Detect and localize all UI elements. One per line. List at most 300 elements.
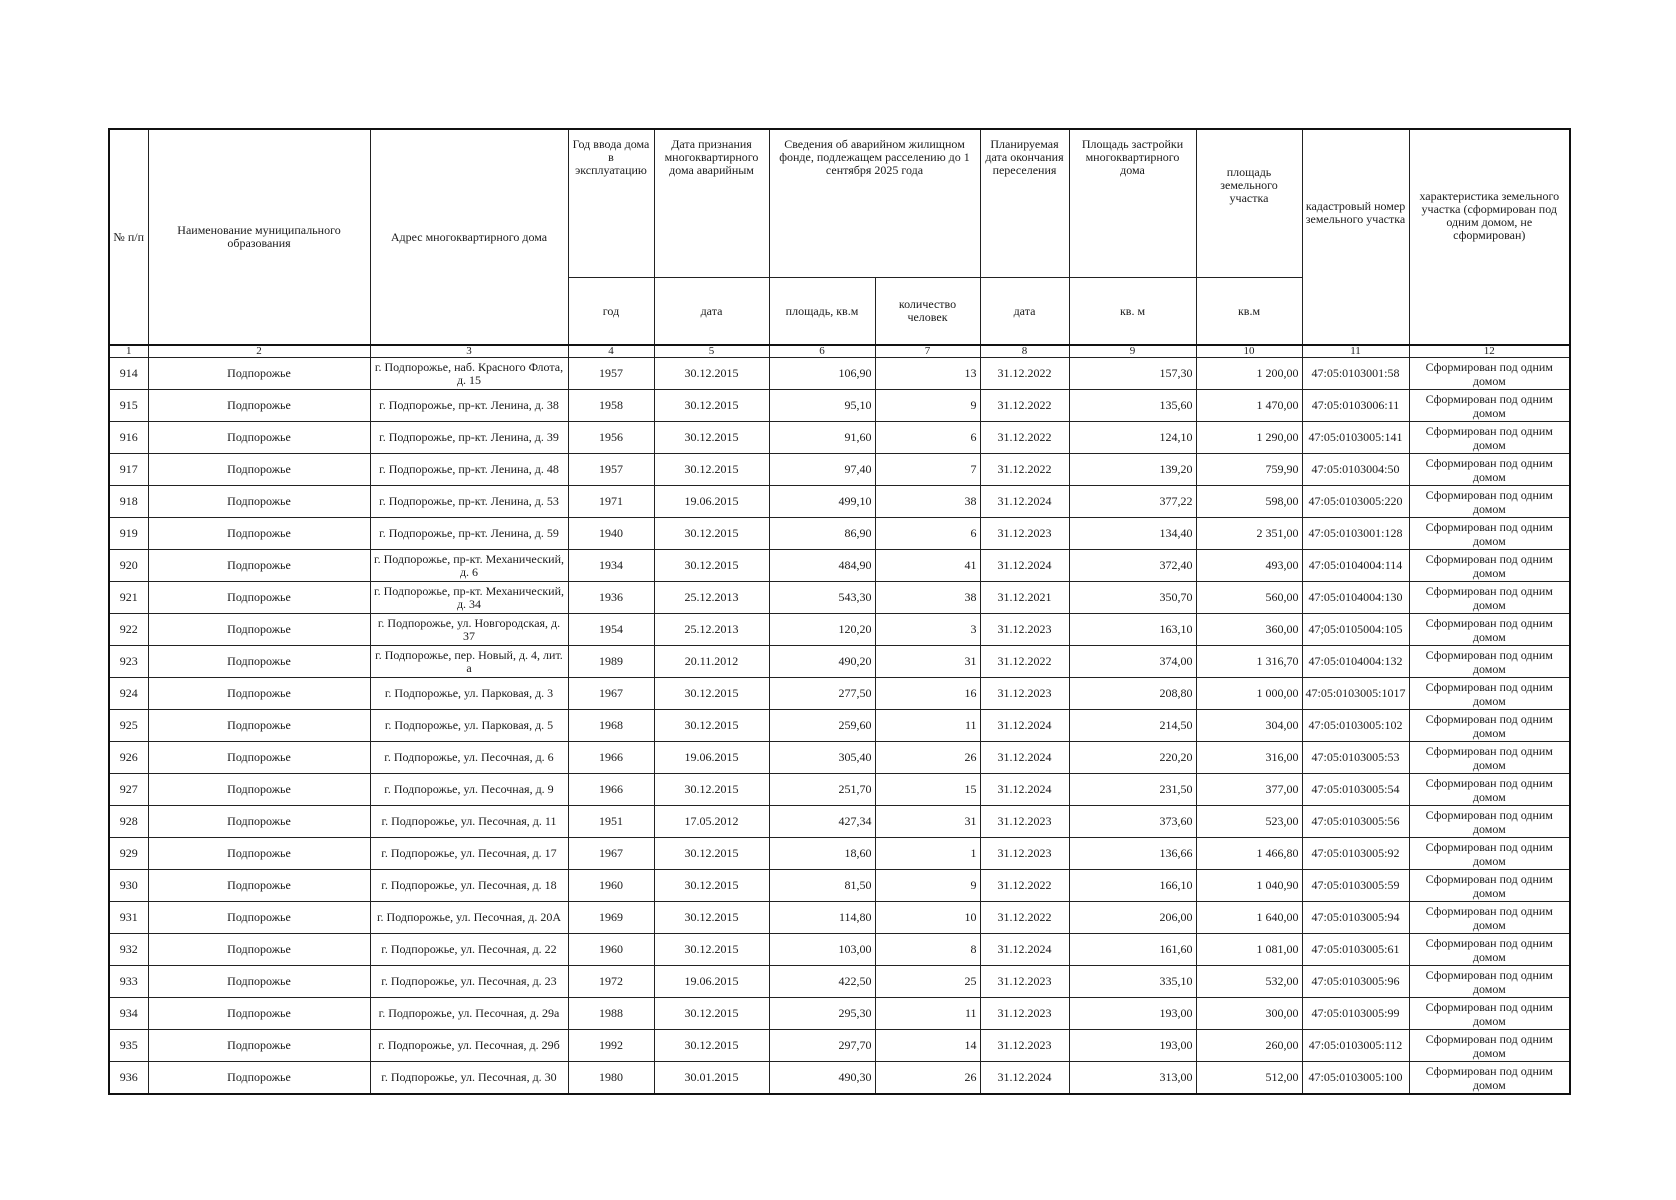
cell-land-characteristic: Сформирован под одним домом <box>1409 390 1570 422</box>
cell-number: 933 <box>109 966 148 998</box>
cell-address: г. Подпорожье, ул. Песочная, д. 6 <box>370 742 568 774</box>
table-row <box>109 710 1570 742</box>
cell-address: г. Подпорожье, ул. Песочная, д. 30 <box>370 1062 568 1095</box>
cell-municipality: Подпорожье <box>148 614 370 646</box>
cell-planned-date: 31.12.2024 <box>980 486 1069 518</box>
cell-municipality: Подпорожье <box>148 550 370 582</box>
cell-building-area: 208,80 <box>1069 678 1196 710</box>
cell-number: 928 <box>109 806 148 838</box>
cell-address: г. Подпорожье, ул. Песочная, д. 22 <box>370 934 568 966</box>
cell-municipality: Подпорожье <box>148 742 370 774</box>
cell-year: 1934 <box>568 550 654 582</box>
table-row <box>109 646 1570 678</box>
subheader-area: площадь, кв.м <box>769 278 875 346</box>
cell-cadastral: 47:05:0103005:1017 <box>1302 678 1409 710</box>
cell-number: 924 <box>109 678 148 710</box>
cell-address: г. Подпорожье, ул. Парковая, д. 3 <box>370 678 568 710</box>
cell-address: г. Подпорожье, ул. Парковая, д. 5 <box>370 710 568 742</box>
cell-recognition-date: 20.11.2012 <box>654 646 769 678</box>
cell-recognition-date: 30.12.2015 <box>654 710 769 742</box>
cell-municipality: Подпорожье <box>148 582 370 614</box>
cell-planned-date: 31.12.2021 <box>980 582 1069 614</box>
table-row <box>109 614 1570 646</box>
cell-number: 936 <box>109 1062 148 1095</box>
cell-year: 1956 <box>568 422 654 454</box>
cell-year: 1954 <box>568 614 654 646</box>
emergency-housing-table <box>108 128 1571 1095</box>
cell-address: г. Подпорожье, ул. Песочная, д. 9 <box>370 774 568 806</box>
cell-land-characteristic: Сформирован под одним домом <box>1409 678 1570 710</box>
cell-people: 6 <box>875 518 980 550</box>
cell-year: 1957 <box>568 454 654 486</box>
cell-land-area: 316,00 <box>1196 742 1302 774</box>
cell-address: г. Подпорожье, ул. Песочная, д. 23 <box>370 966 568 998</box>
cell-planned-date: 31.12.2023 <box>980 998 1069 1030</box>
cell-year: 1980 <box>568 1062 654 1095</box>
cell-land-area: 1 640,00 <box>1196 902 1302 934</box>
cell-municipality: Подпорожье <box>148 486 370 518</box>
cell-address: г. Подпорожье, ул. Песочная, д. 20А <box>370 902 568 934</box>
cell-cadastral: 47:05:0103005:112 <box>1302 1030 1409 1062</box>
header-number: № п/п <box>109 129 148 345</box>
cell-number: 934 <box>109 998 148 1030</box>
cell-planned-date: 31.12.2023 <box>980 838 1069 870</box>
cell-area: 259,60 <box>769 710 875 742</box>
cell-land-area: 1 290,00 <box>1196 422 1302 454</box>
cell-address: г. Подпорожье, ул. Песочная, д. 29а <box>370 998 568 1030</box>
table-body <box>109 358 1570 1095</box>
table-row <box>109 742 1570 774</box>
cell-land-characteristic: Сформирован под одним домом <box>1409 966 1570 998</box>
table-row <box>109 582 1570 614</box>
cell-number: 929 <box>109 838 148 870</box>
cell-year: 1958 <box>568 390 654 422</box>
cell-planned-date: 31.12.2024 <box>980 774 1069 806</box>
cell-address: г. Подпорожье, пр-кт. Ленина, д. 53 <box>370 486 568 518</box>
cell-year: 1968 <box>568 710 654 742</box>
cell-building-area: 206,00 <box>1069 902 1196 934</box>
column-number: 11 <box>1302 345 1409 358</box>
cell-land-area: 523,00 <box>1196 806 1302 838</box>
cell-area: 484,90 <box>769 550 875 582</box>
cell-year: 1966 <box>568 774 654 806</box>
cell-cadastral: 47:05:0103004:50 <box>1302 454 1409 486</box>
cell-land-characteristic: Сформирован под одним домом <box>1409 518 1570 550</box>
cell-people: 9 <box>875 390 980 422</box>
cell-cadastral: 47:05:0103001:58 <box>1302 358 1409 390</box>
header-emergency-fund: Сведения об аварийном жилищном фонде, подлежащем расселению до 1 сентября 2025 года <box>769 129 980 278</box>
cell-year: 1957 <box>568 358 654 390</box>
cell-area: 114,80 <box>769 902 875 934</box>
cell-area: 95,10 <box>769 390 875 422</box>
cell-people: 6 <box>875 422 980 454</box>
cell-municipality: Подпорожье <box>148 838 370 870</box>
header-cadastral: кадастровый номер земельного участка <box>1302 129 1409 345</box>
cell-land-area: 512,00 <box>1196 1062 1302 1095</box>
header-recognition-date: Дата признания многоквартирного дома аварийным <box>654 129 769 278</box>
cell-land-characteristic: Сформирован под одним домом <box>1409 838 1570 870</box>
table-row <box>109 422 1570 454</box>
cell-land-characteristic: Сформирован под одним домом <box>1409 422 1570 454</box>
cell-area: 277,50 <box>769 678 875 710</box>
cell-planned-date: 31.12.2022 <box>980 390 1069 422</box>
cell-land-area: 1 466,80 <box>1196 838 1302 870</box>
table-row <box>109 390 1570 422</box>
header-row <box>109 129 1570 278</box>
cell-planned-date: 31.12.2022 <box>980 646 1069 678</box>
cell-cadastral: 47;05:0105004:105 <box>1302 614 1409 646</box>
cell-planned-date: 31.12.2023 <box>980 518 1069 550</box>
cell-building-area: 139,20 <box>1069 454 1196 486</box>
cell-area: 490,30 <box>769 1062 875 1095</box>
cell-address: г. Подпорожье, пр-кт. Механический, д. 34 <box>370 582 568 614</box>
cell-land-characteristic: Сформирован под одним домом <box>1409 902 1570 934</box>
column-number: 1 <box>109 345 148 358</box>
cell-recognition-date: 30.12.2015 <box>654 422 769 454</box>
cell-cadastral: 47:05:0104004:114 <box>1302 550 1409 582</box>
cell-municipality: Подпорожье <box>148 678 370 710</box>
cell-people: 38 <box>875 486 980 518</box>
table-row <box>109 1062 1570 1095</box>
cell-building-area: 220,20 <box>1069 742 1196 774</box>
cell-recognition-date: 25.12.2013 <box>654 614 769 646</box>
cell-municipality: Подпорожье <box>148 902 370 934</box>
cell-cadastral: 47:05:0103005:53 <box>1302 742 1409 774</box>
column-number: 4 <box>568 345 654 358</box>
cell-municipality: Подпорожье <box>148 806 370 838</box>
cell-area: 305,40 <box>769 742 875 774</box>
subheader-people: количество человек <box>875 278 980 346</box>
cell-address: г. Подпорожье, пр-кт. Ленина, д. 39 <box>370 422 568 454</box>
cell-area: 295,30 <box>769 998 875 1030</box>
cell-planned-date: 31.12.2024 <box>980 710 1069 742</box>
cell-number: 923 <box>109 646 148 678</box>
subheader-date: дата <box>654 278 769 346</box>
cell-building-area: 335,10 <box>1069 966 1196 998</box>
cell-year: 1988 <box>568 998 654 1030</box>
cell-area: 422,50 <box>769 966 875 998</box>
cell-people: 31 <box>875 806 980 838</box>
header-building-area: Площадь застройки многоквартирного дома <box>1069 129 1196 278</box>
cell-land-area: 300,00 <box>1196 998 1302 1030</box>
header-municipality: Наименование муниципального образования <box>148 129 370 345</box>
cell-area: 18,60 <box>769 838 875 870</box>
cell-number: 920 <box>109 550 148 582</box>
cell-building-area: 231,50 <box>1069 774 1196 806</box>
cell-address: г. Подпорожье, ул. Песочная, д. 17 <box>370 838 568 870</box>
column-number: 12 <box>1409 345 1570 358</box>
cell-recognition-date: 30.12.2015 <box>654 838 769 870</box>
cell-municipality: Подпорожье <box>148 966 370 998</box>
cell-area: 106,90 <box>769 358 875 390</box>
cell-recognition-date: 30.12.2015 <box>654 934 769 966</box>
cell-cadastral: 47:05:0103005:99 <box>1302 998 1409 1030</box>
cell-building-area: 377,22 <box>1069 486 1196 518</box>
subheader-year: год <box>568 278 654 346</box>
cell-people: 16 <box>875 678 980 710</box>
cell-building-area: 136,66 <box>1069 838 1196 870</box>
cell-recognition-date: 17.05.2012 <box>654 806 769 838</box>
cell-building-area: 134,40 <box>1069 518 1196 550</box>
cell-area: 499,10 <box>769 486 875 518</box>
cell-number: 922 <box>109 614 148 646</box>
header-address: Адрес многоквартирного дома <box>370 129 568 345</box>
cell-building-area: 350,70 <box>1069 582 1196 614</box>
cell-cadastral: 47:05:0103005:100 <box>1302 1062 1409 1095</box>
cell-number: 914 <box>109 358 148 390</box>
cell-building-area: 373,60 <box>1069 806 1196 838</box>
table-row <box>109 806 1570 838</box>
cell-recognition-date: 30.12.2015 <box>654 678 769 710</box>
table-row <box>109 838 1570 870</box>
cell-recognition-date: 30.12.2015 <box>654 454 769 486</box>
cell-recognition-date: 30.12.2015 <box>654 390 769 422</box>
cell-address: г. Подпорожье, пр-кт. Ленина, д. 38 <box>370 390 568 422</box>
cell-municipality: Подпорожье <box>148 358 370 390</box>
cell-planned-date: 31.12.2024 <box>980 742 1069 774</box>
cell-municipality: Подпорожье <box>148 454 370 486</box>
cell-area: 86,90 <box>769 518 875 550</box>
cell-recognition-date: 25.12.2013 <box>654 582 769 614</box>
header-planned-date: Планируемая дата окончания переселения <box>980 129 1069 278</box>
cell-address: г. Подпорожье, ул. Песочная, д. 11 <box>370 806 568 838</box>
cell-number: 921 <box>109 582 148 614</box>
table-row <box>109 518 1570 550</box>
cell-number: 927 <box>109 774 148 806</box>
cell-building-area: 163,10 <box>1069 614 1196 646</box>
cell-municipality: Подпорожье <box>148 934 370 966</box>
cell-people: 3 <box>875 614 980 646</box>
cell-address: г. Подпорожье, пер. Новый, д. 4, лит. а <box>370 646 568 678</box>
cell-year: 1951 <box>568 806 654 838</box>
cell-land-characteristic: Сформирован под одним домом <box>1409 550 1570 582</box>
cell-building-area: 161,60 <box>1069 934 1196 966</box>
cell-land-area: 560,00 <box>1196 582 1302 614</box>
cell-land-area: 1 316,70 <box>1196 646 1302 678</box>
table-row <box>109 1030 1570 1062</box>
cell-municipality: Подпорожье <box>148 1062 370 1095</box>
cell-land-characteristic: Сформирован под одним домом <box>1409 742 1570 774</box>
cell-year: 1940 <box>568 518 654 550</box>
cell-land-characteristic: Сформирован под одним домом <box>1409 1062 1570 1095</box>
cell-land-characteristic: Сформирован под одним домом <box>1409 614 1570 646</box>
cell-number: 925 <box>109 710 148 742</box>
cell-people: 31 <box>875 646 980 678</box>
table-row <box>109 550 1570 582</box>
cell-planned-date: 31.12.2023 <box>980 614 1069 646</box>
cell-year: 1966 <box>568 742 654 774</box>
cell-people: 15 <box>875 774 980 806</box>
header-land-characteristic: характеристика земельного участка (сформирован под одним домом, не сформирован) <box>1409 129 1570 345</box>
table-row <box>109 678 1570 710</box>
cell-land-area: 360,00 <box>1196 614 1302 646</box>
cell-planned-date: 31.12.2024 <box>980 1062 1069 1095</box>
cell-year: 1936 <box>568 582 654 614</box>
cell-cadastral: 47:05:0103006:11 <box>1302 390 1409 422</box>
cell-people: 1 <box>875 838 980 870</box>
cell-land-characteristic: Сформирован под одним домом <box>1409 358 1570 390</box>
cell-building-area: 157,30 <box>1069 358 1196 390</box>
cell-recognition-date: 30.01.2015 <box>654 1062 769 1095</box>
cell-address: г. Подпорожье, пр-кт. Ленина, д. 48 <box>370 454 568 486</box>
cell-municipality: Подпорожье <box>148 710 370 742</box>
cell-land-area: 1 000,00 <box>1196 678 1302 710</box>
cell-cadastral: 47:05:0103005:141 <box>1302 422 1409 454</box>
cell-cadastral: 47:05:0103005:54 <box>1302 774 1409 806</box>
cell-cadastral: 47:05:0103005:220 <box>1302 486 1409 518</box>
cell-land-characteristic: Сформирован под одним домом <box>1409 870 1570 902</box>
cell-recognition-date: 30.12.2015 <box>654 902 769 934</box>
cell-municipality: Подпорожье <box>148 390 370 422</box>
cell-address: г. Подпорожье, ул. Новгородская, д. 37 <box>370 614 568 646</box>
cell-area: 120,20 <box>769 614 875 646</box>
cell-people: 8 <box>875 934 980 966</box>
cell-year: 1967 <box>568 678 654 710</box>
table-row <box>109 966 1570 998</box>
cell-number: 935 <box>109 1030 148 1062</box>
subheader-planned-date: дата <box>980 278 1069 346</box>
table-row <box>109 902 1570 934</box>
cell-building-area: 193,00 <box>1069 998 1196 1030</box>
cell-people: 11 <box>875 710 980 742</box>
cell-people: 26 <box>875 1062 980 1095</box>
cell-number: 917 <box>109 454 148 486</box>
header-land-area: площадь земельного участка <box>1196 129 1302 278</box>
cell-land-characteristic: Сформирован под одним домом <box>1409 454 1570 486</box>
cell-cadastral: 47:05:0103005:92 <box>1302 838 1409 870</box>
cell-cadastral: 47:05:0103005:102 <box>1302 710 1409 742</box>
cell-planned-date: 31.12.2024 <box>980 550 1069 582</box>
cell-building-area: 193,00 <box>1069 1030 1196 1062</box>
cell-land-characteristic: Сформирован под одним домом <box>1409 710 1570 742</box>
cell-cadastral: 47:05:0103005:96 <box>1302 966 1409 998</box>
header-year: Год ввода дома в эксплуатацию <box>568 129 654 278</box>
cell-cadastral: 47:05:0104004:132 <box>1302 646 1409 678</box>
cell-municipality: Подпорожье <box>148 998 370 1030</box>
cell-land-characteristic: Сформирован под одним домом <box>1409 1030 1570 1062</box>
cell-area: 251,70 <box>769 774 875 806</box>
cell-land-area: 260,00 <box>1196 1030 1302 1062</box>
cell-land-area: 304,00 <box>1196 710 1302 742</box>
subheader-build-unit: кв. м <box>1069 278 1196 346</box>
cell-municipality: Подпорожье <box>148 1030 370 1062</box>
cell-land-area: 1 470,00 <box>1196 390 1302 422</box>
cell-planned-date: 31.12.2023 <box>980 806 1069 838</box>
cell-cadastral: 47:05:0103005:61 <box>1302 934 1409 966</box>
cell-land-area: 759,90 <box>1196 454 1302 486</box>
cell-recognition-date: 19.06.2015 <box>654 486 769 518</box>
cell-area: 97,40 <box>769 454 875 486</box>
cell-land-area: 598,00 <box>1196 486 1302 518</box>
cell-recognition-date: 30.12.2015 <box>654 550 769 582</box>
cell-planned-date: 31.12.2022 <box>980 454 1069 486</box>
cell-recognition-date: 30.12.2015 <box>654 358 769 390</box>
cell-land-area: 1 040,90 <box>1196 870 1302 902</box>
cell-area: 490,20 <box>769 646 875 678</box>
cell-planned-date: 31.12.2022 <box>980 358 1069 390</box>
cell-building-area: 166,10 <box>1069 870 1196 902</box>
column-number: 7 <box>875 345 980 358</box>
registry-sheet <box>108 128 1571 1095</box>
cell-people: 26 <box>875 742 980 774</box>
cell-year: 1960 <box>568 870 654 902</box>
cell-cadastral: 47:05:0103005:59 <box>1302 870 1409 902</box>
cell-planned-date: 31.12.2022 <box>980 422 1069 454</box>
cell-year: 1992 <box>568 1030 654 1062</box>
cell-area: 91,60 <box>769 422 875 454</box>
cell-land-characteristic: Сформирован под одним домом <box>1409 998 1570 1030</box>
cell-planned-date: 31.12.2022 <box>980 902 1069 934</box>
table-row <box>109 454 1570 486</box>
cell-land-area: 1 200,00 <box>1196 358 1302 390</box>
cell-building-area: 313,00 <box>1069 1062 1196 1095</box>
column-number: 9 <box>1069 345 1196 358</box>
cell-planned-date: 31.12.2024 <box>980 934 1069 966</box>
cell-people: 14 <box>875 1030 980 1062</box>
cell-municipality: Подпорожье <box>148 774 370 806</box>
cell-people: 13 <box>875 358 980 390</box>
column-number: 3 <box>370 345 568 358</box>
cell-cadastral: 47:05:0103005:94 <box>1302 902 1409 934</box>
cell-area: 427,34 <box>769 806 875 838</box>
cell-people: 11 <box>875 998 980 1030</box>
cell-recognition-date: 19.06.2015 <box>654 966 769 998</box>
column-number: 8 <box>980 345 1069 358</box>
cell-address: г. Подпорожье, пр-кт. Ленина, д. 59 <box>370 518 568 550</box>
cell-area: 81,50 <box>769 870 875 902</box>
column-number: 6 <box>769 345 875 358</box>
table-row <box>109 870 1570 902</box>
cell-address: г. Подпорожье, ул. Песочная, д. 18 <box>370 870 568 902</box>
cell-land-area: 377,00 <box>1196 774 1302 806</box>
table-row <box>109 358 1570 390</box>
cell-people: 38 <box>875 582 980 614</box>
cell-planned-date: 31.12.2022 <box>980 870 1069 902</box>
cell-people: 9 <box>875 870 980 902</box>
cell-year: 1971 <box>568 486 654 518</box>
cell-number: 932 <box>109 934 148 966</box>
cell-municipality: Подпорожье <box>148 422 370 454</box>
cell-land-characteristic: Сформирован под одним домом <box>1409 582 1570 614</box>
cell-recognition-date: 19.06.2015 <box>654 742 769 774</box>
cell-people: 25 <box>875 966 980 998</box>
cell-number: 916 <box>109 422 148 454</box>
cell-land-area: 493,00 <box>1196 550 1302 582</box>
cell-land-characteristic: Сформирован под одним домом <box>1409 486 1570 518</box>
cell-year: 1960 <box>568 934 654 966</box>
cell-land-area: 1 081,00 <box>1196 934 1302 966</box>
cell-people: 7 <box>875 454 980 486</box>
cell-planned-date: 31.12.2023 <box>980 966 1069 998</box>
cell-building-area: 372,40 <box>1069 550 1196 582</box>
cell-number: 930 <box>109 870 148 902</box>
cell-building-area: 135,60 <box>1069 390 1196 422</box>
table-row <box>109 998 1570 1030</box>
cell-planned-date: 31.12.2023 <box>980 1030 1069 1062</box>
cell-recognition-date: 30.12.2015 <box>654 774 769 806</box>
cell-land-area: 2 351,00 <box>1196 518 1302 550</box>
cell-planned-date: 31.12.2023 <box>980 678 1069 710</box>
cell-address: г. Подпорожье, наб. Красного Флота, д. 15 <box>370 358 568 390</box>
cell-land-characteristic: Сформирован под одним домом <box>1409 806 1570 838</box>
column-number: 5 <box>654 345 769 358</box>
cell-recognition-date: 30.12.2015 <box>654 998 769 1030</box>
cell-area: 297,70 <box>769 1030 875 1062</box>
cell-building-area: 214,50 <box>1069 710 1196 742</box>
cell-year: 1967 <box>568 838 654 870</box>
cell-recognition-date: 30.12.2015 <box>654 870 769 902</box>
cell-number: 919 <box>109 518 148 550</box>
